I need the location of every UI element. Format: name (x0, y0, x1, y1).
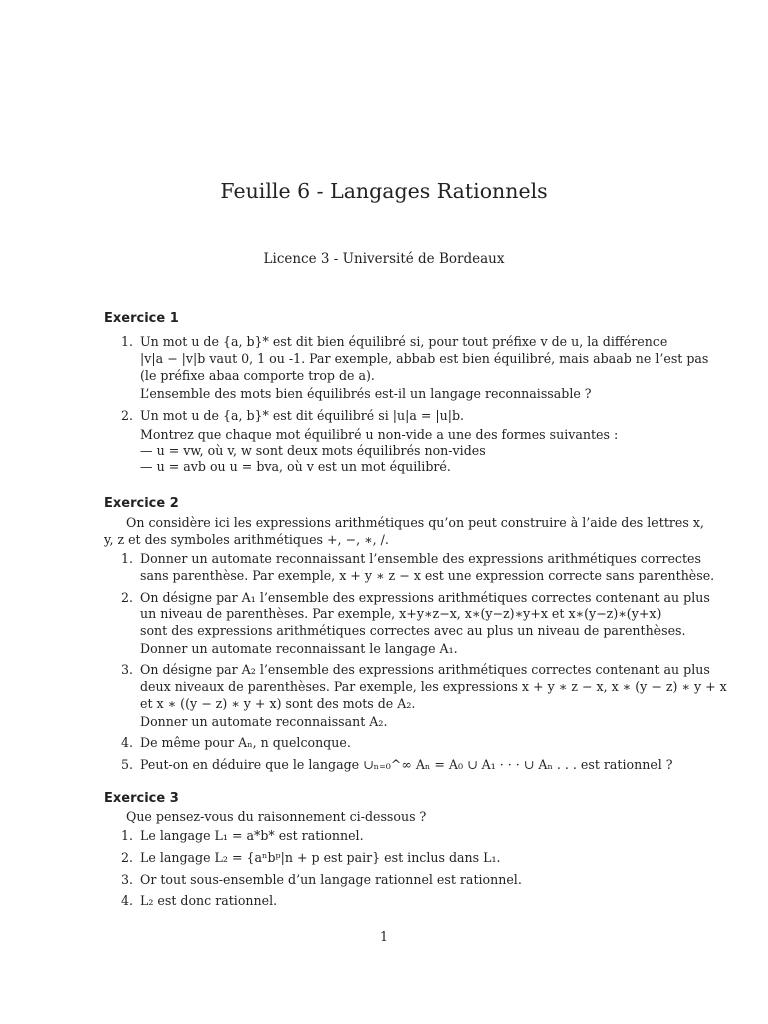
ex1-item-1-line-1: Un mot u de {a, b}* est dit bien équilibré si, pour tout préfixe v de u, la différence (140, 334, 668, 349)
exercise-3-heading: Exercice 3 (104, 791, 179, 806)
ex2-item-2-line-3: sont des expressions arithmétiques correctes avec au plus un niveau de parenthèses. (140, 623, 686, 638)
ex2-item-1-line-2: sans parenthèse. Par exemple, x + y ∗ z − x est une expression correcte sans parenthèse. (140, 568, 715, 583)
ex2-item-4-number: 4. (121, 735, 134, 750)
ex2-item-5-number: 5. (121, 757, 134, 772)
exercise-1-heading: Exercice 1 (104, 311, 179, 326)
ex3-item-4-line-1: L₂ est donc rationnel. (140, 893, 278, 908)
ex2-item-3-line-2: deux niveaux de parenthèses. Par exemple, les expressions x + y ∗ z − x, x ∗ (y − z) ∗ y + x (140, 679, 727, 694)
ex2-item-1-line-1: Donner un automate reconnaissant l’ensemble des expressions arithmétiques correctes (140, 551, 701, 566)
page-number: 1 (379, 929, 388, 944)
ex1-item-1-line-2: |v|a − |v|b vaut 0, 1 ou -1. Par exemple, abbab est bien équilibré, mais abaab ne l’est pas (140, 351, 709, 366)
ex1-item-2-line-2: Montrez que chaque mot équilibré u non-vide a une des formes suivantes : (140, 427, 619, 442)
ex1-item-2-line-3: — u = vw, où v, w sont deux mots équilibrés non-vides (140, 443, 486, 458)
ex3-intro: Que pensez-vous du raisonnement ci-dessous ? (126, 809, 427, 824)
ex2-intro-line-1: On considère ici les expressions arithmétiques qu’on peut construire à l’aide des lettres x, (126, 515, 704, 530)
ex2-item-4-line-1: De même pour Aₙ, n quelconque. (140, 735, 351, 750)
ex1-item-2-number: 2. (121, 408, 134, 423)
exercise-2-heading: Exercice 2 (104, 496, 179, 511)
ex1-item-1-number: 1. (121, 334, 134, 349)
ex2-item-2-line-2: un niveau de parenthèses. Par exemple, x+y∗z−x, x∗(y−z)∗y+x et x∗(y−z)∗(y+x) (140, 606, 662, 621)
ex2-item-3-line-4: Donner un automate reconnaissant A₂. (140, 714, 388, 729)
ex2-item-1-number: 1. (121, 551, 134, 566)
ex3-item-1-number: 1. (121, 828, 134, 843)
ex1-item-2-line-4: — u = avb ou u = bva, où v est un mot équilibré. (140, 459, 451, 474)
ex1-item-1-line-4: L’ensemble des mots bien équilibrés est-il un langage reconnaissable ? (140, 386, 592, 401)
ex2-item-3-number: 3. (121, 662, 134, 677)
ex3-item-2-number: 2. (121, 850, 134, 865)
ex1-item-1-line-3: (le préfixe abaa comporte trop de a). (140, 368, 375, 383)
ex2-item-2-line-1: On désigne par A₁ l’ensemble des expressions arithmétiques correctes contenant au plus (140, 590, 710, 605)
ex3-item-3-number: 3. (121, 872, 134, 887)
ex2-item-5-line-1: Peut-on en déduire que le langage ∪ₙ₌₀^∞ Aₙ = A₀ ∪ A₁ · · · ∪ Aₙ . . . est rationnel ? (140, 757, 673, 772)
document-title: Feuille 6 - Langages Rationnels (220, 179, 548, 203)
ex3-item-4-number: 4. (121, 893, 134, 908)
ex3-item-3-line-1: Or tout sous-ensemble d’un langage rationnel est rationnel. (140, 872, 522, 887)
ex2-item-2-line-4: Donner un automate reconnaissant le langage A₁. (140, 641, 458, 656)
ex3-item-1-line-1: Le langage L₁ = a*b* est rationnel. (140, 828, 364, 843)
ex2-item-3-line-1: On désigne par A₂ l’ensemble des expressions arithmétiques correctes contenant au plus (140, 662, 710, 677)
ex3-item-2-line-1: Le langage L₂ = {aⁿbᵖ|n + p est pair} est inclus dans L₁. (140, 850, 501, 865)
ex2-item-2-number: 2. (121, 590, 134, 605)
ex1-item-2-line-1: Un mot u de {a, b}* est dit équilibré si |u|a = |u|b. (140, 408, 465, 423)
ex2-intro-line-2: y, z et des symboles arithmétiques +, −, ∗, /. (104, 532, 389, 547)
ex2-item-3-line-3: et x ∗ ((y − z) ∗ y + x) sont des mots de A₂. (140, 696, 416, 711)
document-subtitle: Licence 3 - Université de Bordeaux (263, 251, 505, 267)
